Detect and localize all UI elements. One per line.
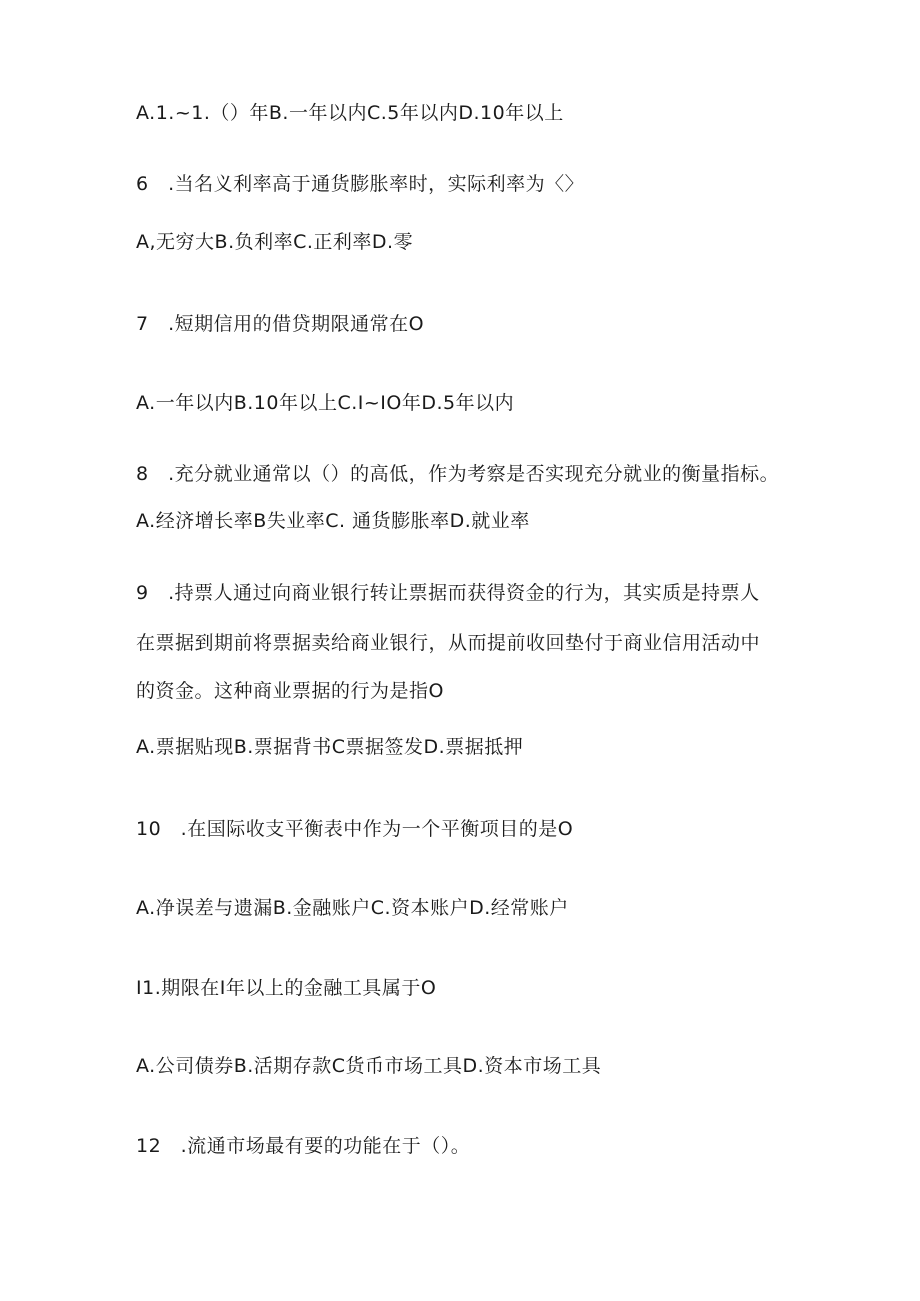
answer-options-q8: A.经济增长率B失业率C. 通货膨胀率D.就业率: [136, 510, 530, 532]
question-7: 7 .短期信用的借贷期限通常在O: [136, 313, 425, 335]
answer-options-q11: A.公司债券B.活期存款C货币市场工具D.资本市场工具: [136, 1055, 602, 1077]
question-10: 10 .在国际收支平衡表中作为一个平衡项目的是O: [136, 818, 574, 840]
answer-options-q5: A.1.~1.（）年B.一年以内C.5年以内D.10年以上: [136, 102, 564, 124]
question-8: 8 .充分就业通常以（）的高低，作为考察是否实现充分就业的衡量指标。: [136, 463, 780, 485]
answer-options-q9: A.票据贴现B.票据背书C票据签发D.票据抵押: [136, 736, 524, 758]
question-9-line-2: 在票据到期前将票据卖给商业银行，从而提前收回垫付于商业信用活动中: [136, 632, 761, 654]
question-9-line-1: 9 .持票人通过向商业银行转让票据而获得资金的行为，其实质是持票人: [136, 582, 760, 604]
question-9-line-3: 的资金。这种商业票据的行为是指O: [136, 680, 444, 702]
answer-options-q6: A,无穷大B.负利率C.正利率D.零: [136, 231, 414, 253]
question-6: 6 .当名义利率高于通货膨胀率时，实际利率为〈〉: [136, 173, 585, 195]
question-12: 12 .流通市场最有要的功能在于（）。: [136, 1135, 471, 1157]
answer-options-q7: A.一年以内B.10年以上C.I~IO年D.5年以内: [136, 392, 515, 414]
answer-options-q10: A.净误差与遗漏B.金融账户C.资本账户D.经常账户: [136, 897, 569, 919]
question-11: I1.期限在I年以上的金融工具属于O: [136, 977, 437, 999]
